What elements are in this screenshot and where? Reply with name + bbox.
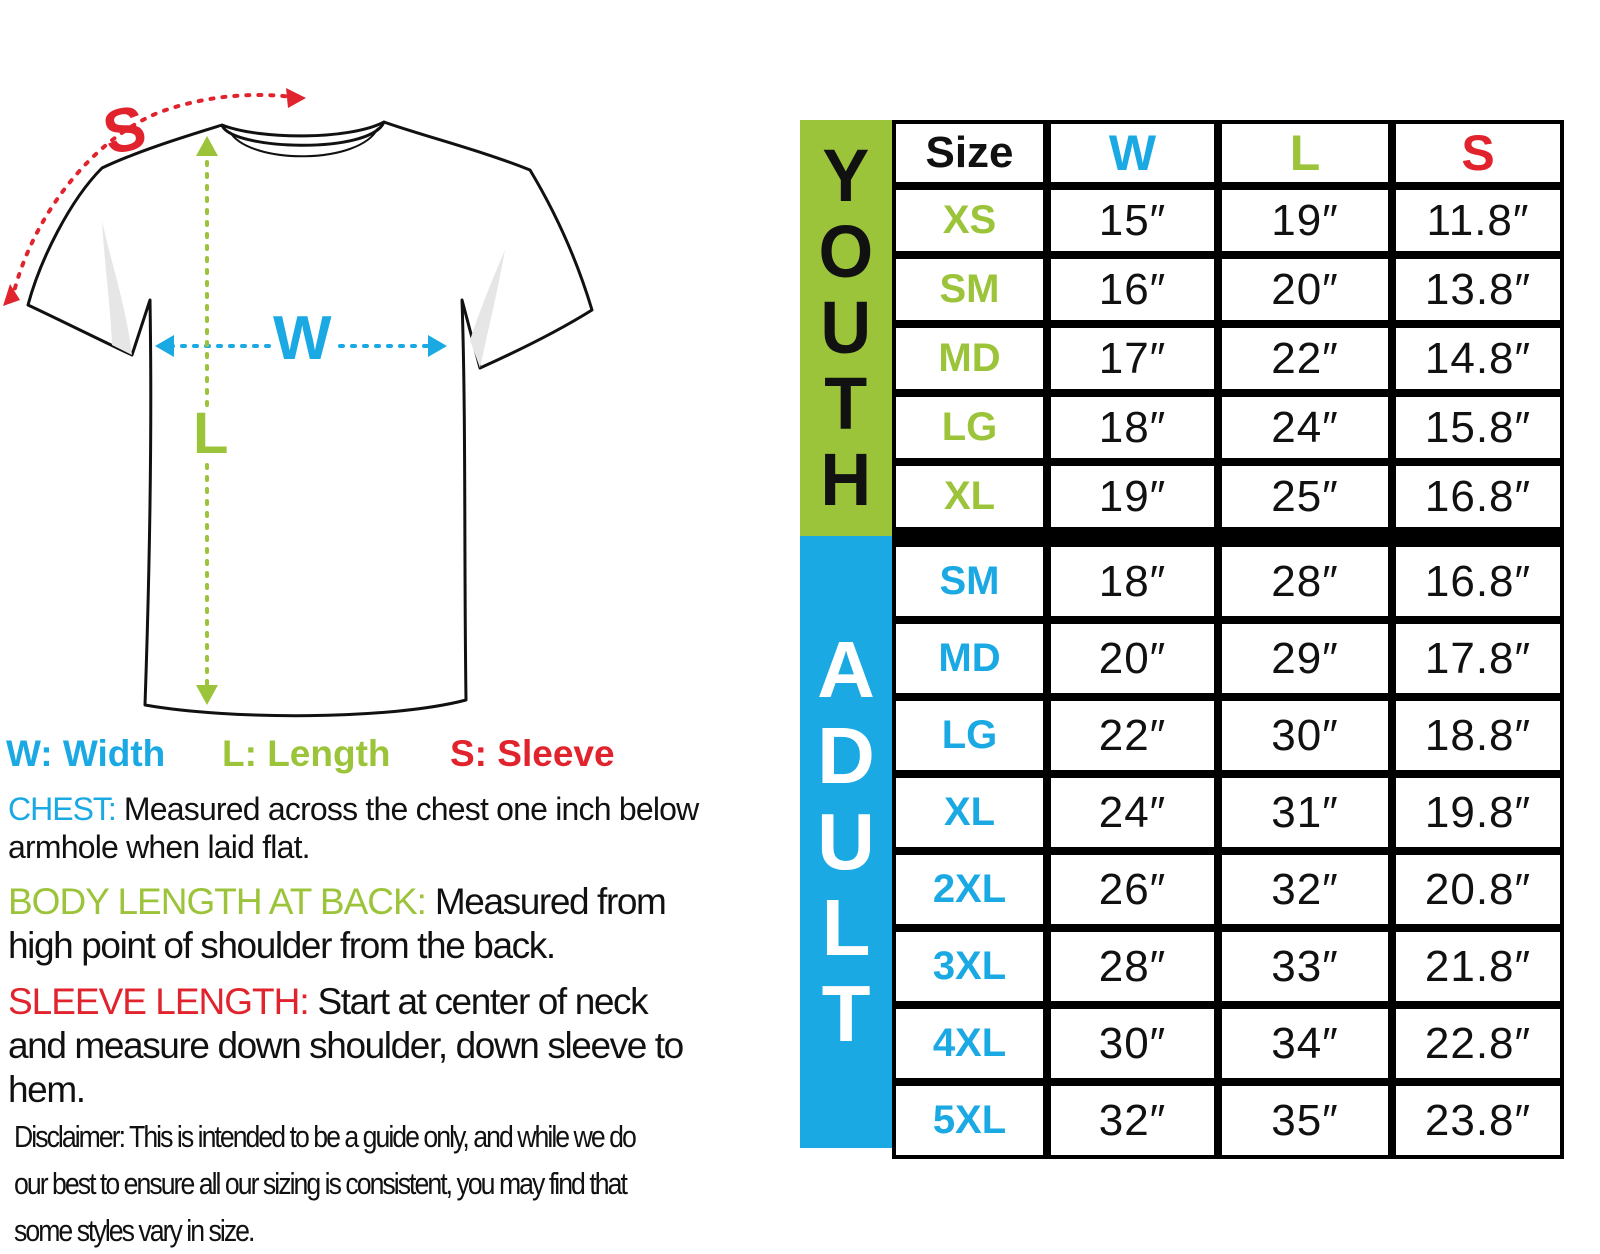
body-length-text: Measured from high point of shoulder from the back. (8, 881, 666, 966)
size-cell: SM (892, 543, 1047, 620)
sleeve-value: 21.8″ (1392, 928, 1564, 1005)
width-value: 17″ (1047, 324, 1218, 393)
width-value: 22″ (1047, 697, 1218, 774)
width-value: 28″ (1047, 928, 1218, 1005)
sleeve-value: 18.8″ (1392, 697, 1564, 774)
length-value: 31″ (1218, 774, 1392, 851)
sleeve-value: 20.8″ (1392, 851, 1564, 928)
table-header-row (892, 120, 1564, 186)
size-chart-table (892, 120, 1564, 1159)
length-value: 32″ (1218, 851, 1392, 928)
size-cell: XS (892, 186, 1047, 255)
sleeve-length-term: SLEEVE LENGTH: (8, 981, 309, 1022)
body-length-term: BODY LENGTH AT BACK: (8, 881, 426, 922)
youth-size-row (892, 186, 1564, 255)
chest-text: Measured across the chest one inch below armhole when laid flat. (8, 791, 699, 865)
size-cell: 3XL (892, 928, 1047, 1005)
sleeve-value: 19.8″ (1392, 774, 1564, 851)
size-cell: LG (892, 697, 1047, 774)
width-value: 20″ (1047, 620, 1218, 697)
adult-size-row (892, 774, 1564, 851)
sleeve-value: 16.8″ (1392, 462, 1564, 531)
header-width: W (1047, 120, 1218, 186)
size-cell: MD (892, 324, 1047, 393)
size-cell: 2XL (892, 851, 1047, 928)
header-sleeve: S (1392, 120, 1564, 186)
width-value: 30″ (1047, 1005, 1218, 1082)
chest-description (8, 790, 708, 866)
adult-size-row (892, 1082, 1564, 1159)
length-value: 22″ (1218, 324, 1392, 393)
length-value: 30″ (1218, 697, 1392, 774)
tshirt-illustration (0, 60, 640, 740)
width-dimension-label: W (273, 304, 332, 373)
length-value: 29″ (1218, 620, 1392, 697)
adult-size-row (892, 851, 1564, 928)
tshirt-diagram (0, 60, 640, 740)
sleeve-value: 22.8″ (1392, 1005, 1564, 1082)
size-cell: XL (892, 462, 1047, 531)
header-length: L (1218, 120, 1392, 186)
band-letter: T (824, 362, 868, 445)
adult-band (800, 536, 892, 1148)
sleeve-dimension-label: S (97, 92, 152, 169)
length-value: 33″ (1218, 928, 1392, 1005)
legend-width: W: Width (6, 733, 166, 774)
sleeve-value: 14.8″ (1392, 324, 1564, 393)
sleeve-value: 13.8″ (1392, 255, 1564, 324)
band-letter: D (817, 711, 875, 800)
length-value: 28″ (1218, 543, 1392, 620)
band-letter: Y (822, 134, 870, 217)
size-cell: 5XL (892, 1082, 1047, 1159)
length-value: 35″ (1218, 1082, 1392, 1159)
divider-cell (892, 531, 1564, 543)
sleeve-value: 15.8″ (1392, 393, 1564, 462)
sleeve-value: 17.8″ (1392, 620, 1564, 697)
width-value: 15″ (1047, 186, 1218, 255)
size-cell: MD (892, 620, 1047, 697)
adult-size-row (892, 1005, 1564, 1082)
band-letter: T (821, 969, 871, 1058)
adult-size-row (892, 697, 1564, 774)
sleeve-value: 16.8″ (1392, 543, 1564, 620)
width-value: 19″ (1047, 462, 1218, 531)
youth-label (818, 134, 874, 521)
youth-size-row (892, 324, 1564, 393)
section-divider (892, 531, 1564, 543)
size-cell: LG (892, 393, 1047, 462)
band-letter: O (818, 210, 874, 293)
length-value: 20″ (1218, 255, 1392, 324)
youth-size-row (892, 462, 1564, 531)
adult-size-row (892, 620, 1564, 697)
length-value: 19″ (1218, 186, 1392, 255)
band-letter: L (821, 883, 871, 972)
disclaimer: Disclaimer: This is intended to be a guide only, and while we do our best to ensure all our sizing is consistent, you may find that some styles vary in size. (14, 1119, 635, 1248)
length-value: 24″ (1218, 393, 1392, 462)
band-letter: H (820, 438, 872, 521)
width-value: 16″ (1047, 255, 1218, 324)
adult-size-row (892, 928, 1564, 1005)
width-value: 24″ (1047, 774, 1218, 851)
band-letter: A (817, 625, 875, 714)
size-cell: 4XL (892, 1005, 1047, 1082)
sleeve-value: 23.8″ (1392, 1082, 1564, 1159)
size-cell: SM (892, 255, 1047, 324)
band-letter: U (820, 286, 872, 369)
length-dimension-label: L (193, 401, 229, 466)
chest-term: CHEST: (8, 791, 116, 827)
legend-length: L: Length (222, 733, 391, 774)
size-chart-frame (892, 120, 1564, 1144)
youth-size-row (892, 255, 1564, 324)
length-value: 34″ (1218, 1005, 1392, 1082)
adult-size-row (892, 543, 1564, 620)
length-value: 25″ (1218, 462, 1392, 531)
width-value: 18″ (1047, 393, 1218, 462)
width-value: 26″ (1047, 851, 1218, 928)
width-value: 18″ (1047, 543, 1218, 620)
sleeve-length-text: Start at center of neck and measure down shoulder, down sleeve to hem. (8, 981, 683, 1110)
header-size: Size (892, 120, 1047, 186)
youth-band (800, 120, 892, 536)
adult-label (817, 625, 875, 1058)
sleeve-value: 11.8″ (1392, 186, 1564, 255)
size-cell: XL (892, 774, 1047, 851)
sleeve-length-description (8, 980, 708, 1112)
legend-sleeve: S: Sleeve (450, 733, 615, 774)
band-letter: U (817, 797, 875, 886)
width-value: 32″ (1047, 1082, 1218, 1159)
body-length-description (8, 880, 708, 968)
youth-size-row (892, 393, 1564, 462)
